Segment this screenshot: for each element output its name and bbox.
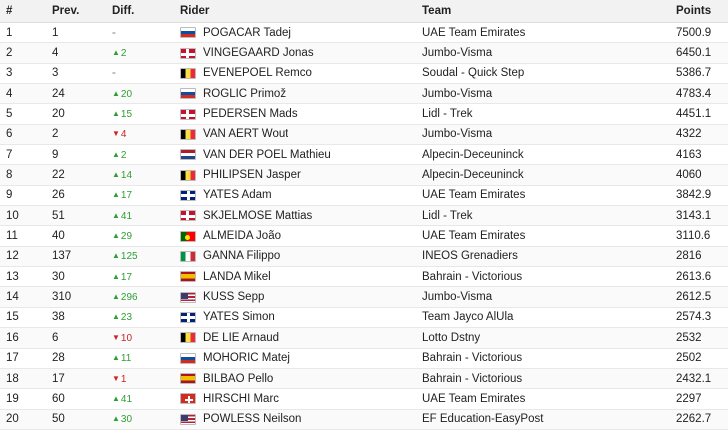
flag-icon	[180, 414, 196, 425]
diff-value: 1	[120, 373, 127, 385]
previous-rank-cell: 30	[46, 267, 106, 287]
diff-value: 30	[120, 414, 133, 426]
points-cell: 2532	[670, 328, 728, 348]
difference-cell	[106, 287, 174, 307]
diff-up-indicator	[112, 414, 132, 425]
rank-cell: 11	[0, 226, 46, 246]
difference-cell	[106, 348, 174, 368]
difference-cell	[106, 124, 174, 144]
previous-rank-cell: 38	[46, 307, 106, 327]
table-row[interactable]	[0, 145, 728, 165]
team-cell[interactable]: Team Jayco AlUla	[416, 307, 670, 327]
header-row	[0, 0, 728, 23]
flag-icon	[180, 48, 196, 59]
flag-icon	[180, 190, 196, 201]
difference-cell	[106, 409, 174, 429]
rider-cell[interactable]	[174, 287, 416, 307]
points-cell: 7500.9	[670, 23, 728, 43]
table-row[interactable]	[0, 348, 728, 368]
flag-icon	[180, 88, 196, 99]
rider-name[interactable]: LANDA Mikel	[203, 270, 271, 283]
rider-cell-content	[180, 332, 410, 344]
rider-cell[interactable]	[174, 368, 416, 388]
rider-cell[interactable]	[174, 328, 416, 348]
rank-cell: 8	[0, 165, 46, 185]
points-cell: 4322	[670, 124, 728, 144]
flag-icon	[180, 210, 196, 221]
rider-cell-content	[180, 169, 410, 181]
diff-up-indicator	[112, 272, 132, 283]
arrow-down-icon: ▼	[112, 129, 120, 139]
flag-icon	[180, 149, 196, 160]
diff-down-indicator	[112, 333, 132, 344]
difference-cell	[106, 206, 174, 226]
arrow-up-icon: ▲	[112, 48, 120, 58]
diff-value: 10	[120, 332, 133, 344]
rank-cell: 15	[0, 307, 46, 327]
points-cell: 2432.1	[670, 368, 728, 388]
rank-cell: 2	[0, 43, 46, 63]
diff-up-indicator	[112, 251, 138, 262]
rider-cell-content	[180, 352, 410, 364]
difference-cell	[106, 328, 174, 348]
diff-value: 23	[120, 312, 133, 324]
arrow-up-icon: ▲	[112, 251, 120, 261]
team-cell[interactable]: Jumbo-Visma	[416, 124, 670, 144]
team-cell[interactable]: Lotto Dstny	[416, 328, 670, 348]
difference-cell	[106, 84, 174, 104]
points-cell: 2502	[670, 348, 728, 368]
rider-cell-content	[180, 149, 410, 161]
diff-up-indicator	[112, 48, 126, 59]
difference-cell	[106, 185, 174, 205]
rank-cell: 20	[0, 409, 46, 429]
diff-down-indicator	[112, 374, 126, 385]
rider-name[interactable]: MOHORIČ Matej	[203, 352, 290, 365]
rider-cell-content	[180, 250, 410, 262]
team-cell[interactable]: Bahrain - Victorious	[416, 267, 670, 287]
column-header-rank[interactable]: #	[0, 0, 46, 23]
arrow-up-icon: ▲	[112, 109, 120, 119]
arrow-up-icon: ▲	[112, 414, 120, 424]
diff-up-indicator	[112, 312, 132, 323]
rider-cell-content	[180, 230, 410, 242]
diff-up-indicator	[112, 211, 132, 222]
diff-value: 11	[120, 353, 132, 365]
difference-cell	[106, 246, 174, 266]
rider-cell[interactable]	[174, 226, 416, 246]
flag-icon	[180, 353, 196, 364]
rider-name[interactable]: ROGLIČ Primož	[203, 87, 287, 100]
difference-cell	[106, 104, 174, 124]
diff-up-indicator	[112, 109, 132, 120]
diff-up-indicator	[112, 190, 132, 201]
table-row[interactable]	[0, 165, 728, 185]
previous-rank-cell: 28	[46, 348, 106, 368]
table-body	[0, 23, 728, 430]
rider-name[interactable]: VAN DER POEL Mathieu	[203, 148, 331, 161]
rider-cell[interactable]	[174, 389, 416, 409]
team-cell[interactable]: UAE Team Emirates	[416, 185, 670, 205]
points-cell: 4163	[670, 145, 728, 165]
flag-icon	[180, 129, 196, 140]
points-cell: 3110.6	[670, 226, 728, 246]
rank-cell: 7	[0, 145, 46, 165]
rider-cell-content	[180, 67, 410, 79]
table-row[interactable]	[0, 246, 728, 266]
rider-cell-content	[180, 88, 410, 100]
rider-cell[interactable]	[174, 84, 416, 104]
flag-icon	[180, 27, 196, 38]
flag-icon	[180, 332, 196, 343]
previous-rank-cell: 6	[46, 328, 106, 348]
diff-up-indicator	[112, 89, 132, 100]
rider-name[interactable]: PHILIPSEN Jasper	[203, 169, 301, 182]
team-cell[interactable]: Jumbo-Visma	[416, 287, 670, 307]
rank-cell: 19	[0, 389, 46, 409]
rider-name[interactable]: EVENEPOEL Remco	[203, 67, 312, 80]
previous-rank-cell: 137	[46, 246, 106, 266]
rider-cell-content	[180, 189, 410, 201]
table-row[interactable]	[0, 124, 728, 144]
table-row[interactable]	[0, 23, 728, 43]
difference-cell	[106, 267, 174, 287]
rider-name[interactable]: VAN AERT Wout	[203, 128, 289, 141]
rank-cell: 9	[0, 185, 46, 205]
rider-name[interactable]: POGAČAR Tadej	[203, 26, 291, 39]
rider-cell[interactable]	[174, 206, 416, 226]
rider-name[interactable]: YATES Adam	[203, 189, 272, 202]
table-row[interactable]	[0, 368, 728, 388]
diff-up-indicator	[112, 292, 138, 303]
previous-rank-cell: 51	[46, 206, 106, 226]
column-header-team[interactable]: Team	[416, 0, 670, 23]
table-row[interactable]	[0, 206, 728, 226]
arrow-up-icon: ▲	[112, 393, 120, 403]
column-header-points[interactable]: Points	[670, 0, 728, 23]
flag-icon	[180, 109, 196, 120]
flag-icon	[180, 393, 196, 404]
diff-value: 29	[120, 231, 133, 243]
diff-value: 15	[120, 109, 133, 121]
diff-value: -	[112, 67, 116, 80]
points-cell: 2612.5	[670, 287, 728, 307]
table-row[interactable]	[0, 63, 728, 83]
difference-cell	[106, 368, 174, 388]
rider-name[interactable]: POWLESS Neilson	[203, 413, 302, 426]
arrow-up-icon: ▲	[112, 292, 120, 302]
column-header-prev[interactable]: Prev.	[46, 0, 106, 23]
difference-cell	[106, 23, 174, 43]
rider-cell-content	[180, 393, 410, 405]
rank-cell: 1	[0, 23, 46, 43]
points-cell: 2816	[670, 246, 728, 266]
rider-cell[interactable]	[174, 43, 416, 63]
arrow-up-icon: ▲	[112, 149, 120, 159]
diff-value: 20	[120, 88, 133, 100]
difference-cell	[106, 165, 174, 185]
diff-value: 41	[120, 210, 133, 222]
diff-value: 41	[120, 393, 133, 405]
arrow-up-icon: ▲	[112, 271, 120, 281]
rank-cell: 4	[0, 84, 46, 104]
rider-cell[interactable]	[174, 267, 416, 287]
diff-down-indicator	[112, 129, 126, 140]
arrow-up-icon: ▲	[112, 88, 120, 98]
flag-icon	[180, 231, 196, 242]
rider-cell-content	[180, 271, 410, 283]
rider-name[interactable]: DE LIE Arnaud	[203, 331, 280, 344]
rider-cell-content	[180, 291, 410, 303]
rider-cell-content	[180, 413, 410, 425]
team-cell[interactable]: Jumbo-Visma	[416, 43, 670, 63]
rider-name[interactable]: SKJELMOSE Mattias	[203, 209, 313, 222]
rider-cell[interactable]	[174, 348, 416, 368]
diff-value: 14	[120, 170, 133, 182]
diff-value: 296	[120, 292, 138, 304]
diff-up-indicator	[112, 170, 132, 181]
arrow-up-icon: ▲	[112, 353, 120, 363]
points-cell: 2613.6	[670, 267, 728, 287]
rider-cell-content	[180, 311, 410, 323]
rider-cell[interactable]	[174, 63, 416, 83]
flag-icon	[180, 292, 196, 303]
table-header	[0, 0, 728, 23]
diff-value: 2	[120, 149, 127, 161]
previous-rank-cell: 22	[46, 165, 106, 185]
previous-rank-cell: 2	[46, 124, 106, 144]
table-row[interactable]	[0, 43, 728, 63]
previous-rank-cell: 17	[46, 368, 106, 388]
arrow-up-icon: ▲	[112, 190, 120, 200]
flag-icon	[180, 68, 196, 79]
rider-cell-content	[180, 128, 410, 140]
rider-cell[interactable]	[174, 185, 416, 205]
table-row[interactable]	[0, 185, 728, 205]
column-header-diff[interactable]: Diff.	[106, 0, 174, 23]
flag-icon	[180, 373, 196, 384]
rider-name[interactable]: VINGEGAARD Jonas	[203, 47, 314, 60]
difference-cell	[106, 226, 174, 246]
rider-cell[interactable]	[174, 23, 416, 43]
rank-cell: 16	[0, 328, 46, 348]
previous-rank-cell: 1	[46, 23, 106, 43]
previous-rank-cell: 310	[46, 287, 106, 307]
table-row[interactable]	[0, 287, 728, 307]
rider-name[interactable]: HIRSCHI Marc	[203, 392, 280, 405]
diff-value: 17	[120, 271, 133, 283]
points-cell: 4451.1	[670, 104, 728, 124]
table-row[interactable]	[0, 104, 728, 124]
arrow-down-icon: ▼	[112, 332, 120, 342]
team-cell[interactable]: INEOS Grenadiers	[416, 246, 670, 266]
flag-icon	[180, 170, 196, 181]
rider-cell-content	[180, 27, 410, 39]
diff-up-indicator	[112, 231, 132, 242]
flag-icon	[180, 271, 196, 282]
rider-cell-content	[180, 108, 410, 120]
previous-rank-cell: 50	[46, 409, 106, 429]
rider-cell[interactable]	[174, 165, 416, 185]
diff-up-indicator	[112, 353, 131, 364]
previous-rank-cell: 3	[46, 63, 106, 83]
rider-name[interactable]: ALMEIDA João	[203, 230, 281, 243]
arrow-up-icon: ▲	[112, 170, 120, 180]
points-cell: 4060	[670, 165, 728, 185]
points-cell: 2262.7	[670, 409, 728, 429]
difference-cell	[106, 145, 174, 165]
rank-cell: 10	[0, 206, 46, 226]
rider-name[interactable]: KUSS Sepp	[203, 291, 265, 304]
table-row[interactable]	[0, 267, 728, 287]
rider-cell[interactable]	[174, 409, 416, 429]
team-cell[interactable]: Alpecin-Deceuninck	[416, 165, 670, 185]
table-row[interactable]	[0, 389, 728, 409]
team-cell[interactable]: Jumbo-Visma	[416, 84, 670, 104]
flag-icon	[180, 251, 196, 262]
previous-rank-cell: 4	[46, 43, 106, 63]
diff-value: 4	[120, 129, 127, 141]
difference-cell	[106, 307, 174, 327]
team-cell[interactable]: Lidl - Trek	[416, 206, 670, 226]
rank-cell: 5	[0, 104, 46, 124]
team-cell[interactable]: UAE Team Emirates	[416, 226, 670, 246]
table-row[interactable]	[0, 226, 728, 246]
flag-icon	[180, 312, 196, 323]
diff-up-indicator	[112, 394, 132, 405]
rider-name[interactable]: PEDERSEN Mads	[203, 108, 298, 121]
column-header-rider[interactable]: Rider	[174, 0, 416, 23]
team-cell[interactable]: UAE Team Emirates	[416, 23, 670, 43]
diff-value: 2	[120, 48, 127, 60]
rank-cell: 6	[0, 124, 46, 144]
rank-cell: 18	[0, 368, 46, 388]
rider-cell[interactable]	[174, 307, 416, 327]
rider-cell-content	[180, 373, 410, 385]
team-cell[interactable]: Bahrain - Victorious	[416, 368, 670, 388]
points-cell: 6450.1	[670, 43, 728, 63]
difference-cell	[106, 63, 174, 83]
team-cell[interactable]: Bahrain - Victorious	[416, 348, 670, 368]
arrow-up-icon: ▲	[112, 231, 120, 241]
rank-cell: 3	[0, 63, 46, 83]
rider-cell[interactable]	[174, 145, 416, 165]
previous-rank-cell: 24	[46, 84, 106, 104]
arrow-down-icon: ▼	[112, 373, 120, 383]
points-cell: 3842.9	[670, 185, 728, 205]
table-row[interactable]	[0, 84, 728, 104]
diff-value: 125	[120, 251, 138, 263]
previous-rank-cell: 9	[46, 145, 106, 165]
points-cell: 3143.1	[670, 206, 728, 226]
rank-cell: 12	[0, 246, 46, 266]
rider-name[interactable]: BILBAO Pello	[203, 372, 274, 385]
team-cell[interactable]: Soudal - Quick Step	[416, 63, 670, 83]
difference-cell	[106, 43, 174, 63]
diff-up-indicator	[112, 150, 126, 161]
rider-cell-content	[180, 47, 410, 59]
team-cell[interactable]: EF Education-EasyPost	[416, 409, 670, 429]
table-row[interactable]	[0, 409, 728, 429]
previous-rank-cell: 26	[46, 185, 106, 205]
points-cell: 4783.4	[670, 84, 728, 104]
rider-cell-content	[180, 210, 410, 222]
table-row[interactable]	[0, 307, 728, 327]
rider-name[interactable]: GANNA Filippo	[203, 250, 281, 263]
rider-cell[interactable]	[174, 246, 416, 266]
rider-name[interactable]: YATES Simon	[203, 311, 275, 324]
table-row[interactable]	[0, 328, 728, 348]
rider-cell[interactable]	[174, 124, 416, 144]
points-cell: 2297	[670, 389, 728, 409]
team-cell[interactable]: UAE Team Emirates	[416, 389, 670, 409]
diff-value: -	[112, 26, 116, 39]
diff-value: 17	[120, 190, 133, 202]
arrow-up-icon: ▲	[112, 312, 120, 322]
previous-rank-cell: 40	[46, 226, 106, 246]
rank-cell: 17	[0, 348, 46, 368]
rank-cell: 13	[0, 267, 46, 287]
rider-cell[interactable]	[174, 104, 416, 124]
rank-cell: 14	[0, 287, 46, 307]
team-cell[interactable]: Lidl - Trek	[416, 104, 670, 124]
arrow-up-icon: ▲	[112, 210, 120, 220]
team-cell[interactable]: Alpecin-Deceuninck	[416, 145, 670, 165]
difference-cell	[106, 389, 174, 409]
points-cell: 5386.7	[670, 63, 728, 83]
previous-rank-cell: 20	[46, 104, 106, 124]
points-cell: 2574.3	[670, 307, 728, 327]
previous-rank-cell: 60	[46, 389, 106, 409]
